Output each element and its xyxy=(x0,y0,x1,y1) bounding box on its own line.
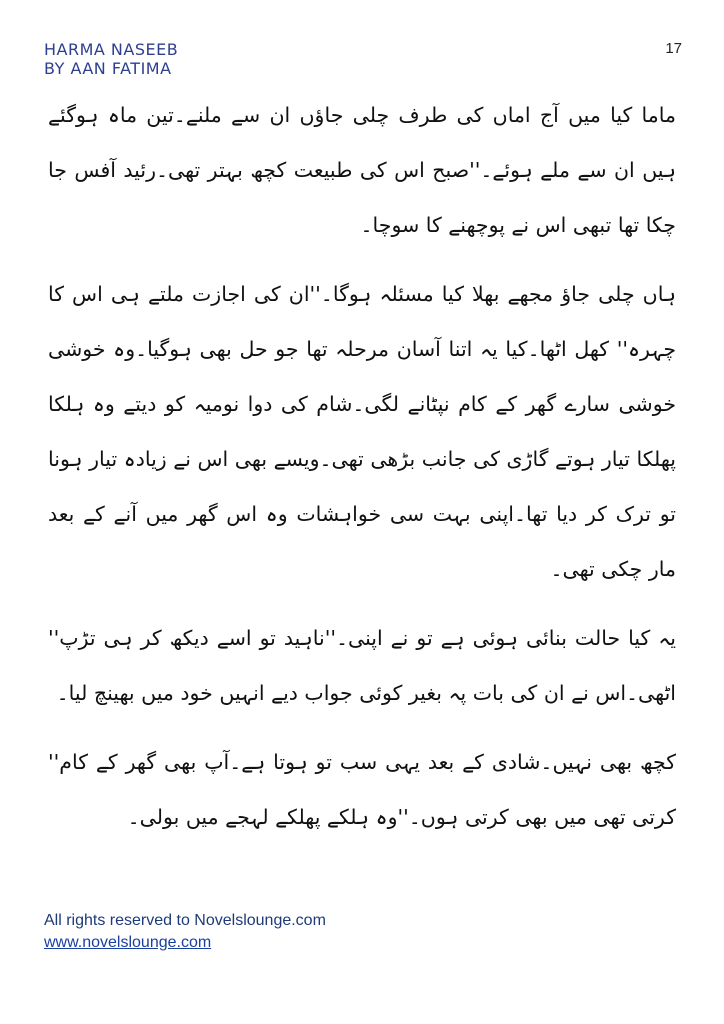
paragraph: کچھ بھی نہیں۔شادی کے بعد یہی سب تو ہوتا ہے۔آپ بھی گھر کے کام'' کرتی تھی میں بھی کرتی ہوں۔''وہ ہلکے پھلکے لہجے میں بولی۔ xyxy=(48,750,676,829)
page-header xyxy=(44,40,178,78)
website-link[interactable]: www.novelslounge.com xyxy=(44,934,212,951)
page-number: 17 xyxy=(665,40,682,57)
page-footer xyxy=(44,910,326,954)
author-name: BY AAN FATIMA xyxy=(44,59,172,78)
story-text xyxy=(48,88,676,859)
novel-title: HARMA NASEEB xyxy=(44,40,179,59)
paragraph: ہاں چلی جاؤ مجھے بھلا کیا مسئلہ ہوگا۔''ان کی اجازت ملتے ہی اس کا چہرہ'' کھل اٹھا۔کیا یہ اتنا آسان مرحلہ تھا جو حل بھی ہوگیا۔وہ خوشی خوشی سارے گھر کے کام نپٹانے لگی۔شام کی دوا نومیہ کو دیتے وہ ہلکا پھلکا تیار ہوتے گاڑی کی جانب بڑھی تھی۔ویسے بھی اس نے زیادہ تیار ہونا تو ترک کر دیا تھا۔اپنی بہت سی خواہشات وہ اس گھر میں آنے کے بعد مار چکی تھی۔ xyxy=(48,282,676,581)
paragraph: یہ کیا حالت بنائی ہوئی ہے تو نے اپنی۔''ناہید تو اسے دیکھ کر ہی تڑپ'' اٹھی۔اس نے ان کی بات پہ بغیر کوئی جواب دیے انہیں خود میں بھینچ لیا۔ xyxy=(48,626,676,705)
paragraph: ماما کیا میں آج اماں کی طرف چلی جاؤں ان سے ملنے۔تین ماہ ہوگئے ہیں ان سے ملے ہوئے۔''صبح اس کی طبیعت کچھ بہتر تھی۔رئید آفس جا چکا تھا تبھی اس نے پوچھنے کا سوچا۔ xyxy=(48,103,676,237)
copyright-notice: All rights reserved to Novelslounge.com xyxy=(44,912,326,929)
